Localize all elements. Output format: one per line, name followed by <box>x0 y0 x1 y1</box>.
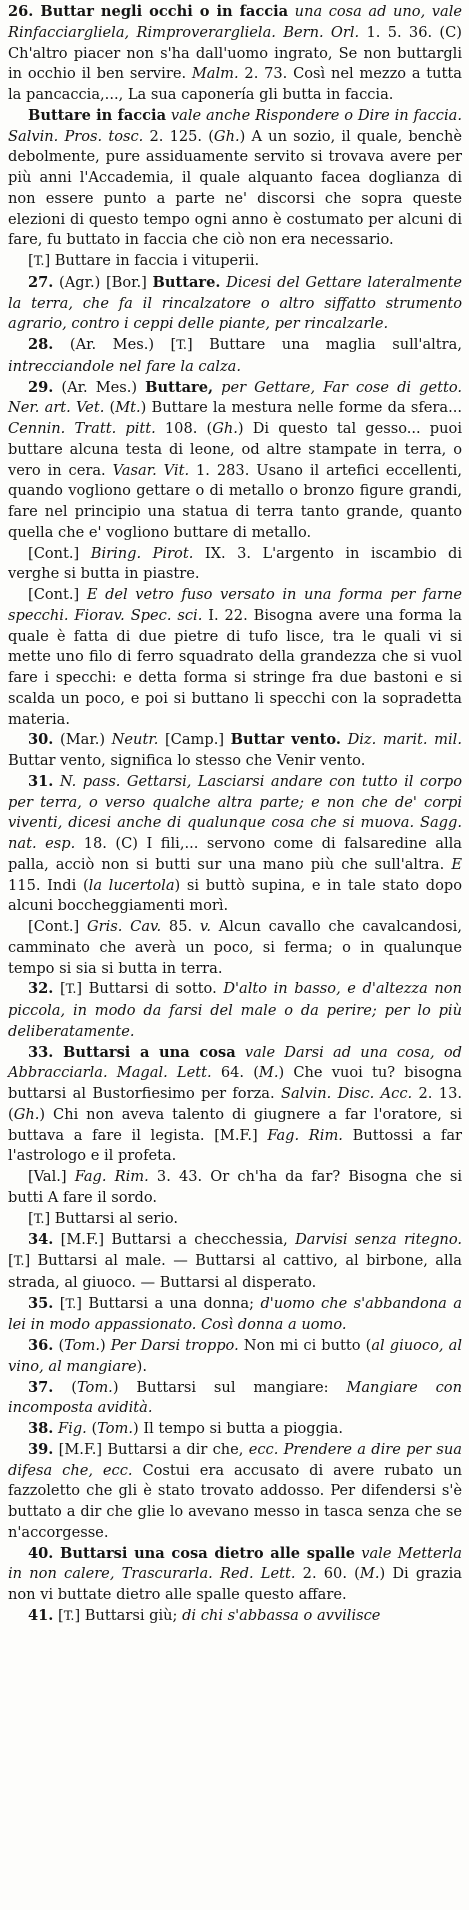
entry-text-segment: 34. <box>28 1231 54 1249</box>
entry-text-segment: ] Buttare una maglia sull'altra, <box>186 336 462 353</box>
entry-text-segment: Per Darsi troppo. <box>110 1337 239 1354</box>
entry-text-segment: [Cont.] <box>28 544 91 562</box>
entry-text-segment: 38. <box>28 1420 54 1437</box>
entry-text-segment: Buttar vento. <box>230 731 341 749</box>
entry-text-segment: al giuoco, al vino, al mangiare <box>8 1337 462 1375</box>
entry-text-segment: [M.F.] Buttarsi a checchessia, <box>53 1231 296 1249</box>
entry-text-segment: ) Che vuoi tu? bisogna buttarsi al Bustorfiesimo per forza. <box>8 1064 462 1102</box>
entry-text-segment: v. <box>199 918 212 935</box>
entry-text-segment: 2. 13. ( <box>8 1085 462 1123</box>
dictionary-entry <box>8 335 462 378</box>
entry-text-segment: Gh. <box>13 1105 40 1123</box>
entry-text-segment: 26. Buttar negli occhi o in faccia <box>8 3 289 20</box>
dictionary-entry <box>8 1167 462 1209</box>
entry-text-segment: Fag. Rim. <box>267 1126 343 1144</box>
entry-text-segment: 30. <box>28 731 54 749</box>
entry-text-segment: ( <box>53 1378 77 1396</box>
entry-text-segment: [M.F.] Buttarsi a dir che, <box>53 1440 249 1458</box>
entry-text-segment: intrecciandole nel fare la calza. <box>8 357 242 375</box>
entry-text-segment: IX. 3. L'argento in iscambio di verghe si butta in piastre. <box>8 544 463 583</box>
entry-text-segment: vale anche Rispondere o Dire in faccia. Salvin. Pros. tosc. <box>8 106 462 145</box>
entry-text-segment: Cennin. Tratt. pitt. <box>8 420 156 437</box>
entry-text-segment: T. <box>33 254 45 269</box>
entry-text-segment: Gh. <box>213 127 240 145</box>
entry-text-segment: (Ar. Mes.) [ <box>53 336 177 353</box>
dictionary-entry <box>8 730 462 772</box>
entry-text-segment: ) si buttò supina, e in tale stato dopo alcuni boccheggiamenti morì. <box>8 876 462 915</box>
entry-text-segment: [ <box>53 980 66 998</box>
entry-text-segment: 1. 283. Usano il artefici eccellenti, quando vogliono gettare o di metallo o bronzo figure grandi, fare nel principio una statua di terra tanto grande, quanto quella che e' vogliono buttare di metallo. <box>8 461 462 541</box>
entry-text-segment: 40. Buttarsi una cosa dietro alle spalle <box>28 1544 355 1562</box>
dictionary-entry <box>8 251 462 273</box>
entry-text-segment: T. <box>176 338 187 353</box>
entry-text-segment: Neutr. <box>111 731 159 749</box>
dictionary-entry <box>8 1378 462 1420</box>
entry-text-segment: Alcun cavallo che cavalcandosi, camminato che averà un poco, si ferma; o in qualunque tempo si sia si butta in terra. <box>8 918 462 977</box>
entry-text-segment: Tom. <box>97 1420 134 1437</box>
dictionary-entry <box>8 1606 462 1628</box>
entry-text-segment: ) Chi non aveva talento di giugnere a far l'oratore, si buttava a fare il legista. [M.F.] <box>8 1105 462 1144</box>
entry-text-segment: 2. 73. Così nel mezzo a tutta la pancaccia,..., La sua caponería gli butta in faccia. <box>8 65 462 103</box>
dictionary-entry <box>8 1440 462 1544</box>
entry-text-segment: Costui era accusato di avere rubato un fazzoletto che gli è stato trovato addosso. Per difendersi s'è buttato a dir che glie lo avevano messo in tasca senza che se n'accorgesse. <box>8 1461 462 1541</box>
entry-text-segment: ] Buttarsi giù; <box>74 1606 183 1624</box>
entry-text-segment: ( <box>86 1420 98 1437</box>
entry-text-segment: Dicesi del Gettare lateralmente la terra, che fa il rincalzatore o altro siffatto strumento agrario, contro i ceppi delle piante, per rincalzarle. <box>8 273 462 333</box>
entry-text-segment: D'alto in basso, e d'altezza non piccola, in modo da farsi del male o da perire; per lo più deliberatamente. <box>8 980 462 1040</box>
entry-text-segment: per Gettare, Far cose di getto. Ner. art. Vet. <box>8 378 462 417</box>
entry-text-segment: 2. 125. ( <box>143 127 214 145</box>
dictionary-entry <box>8 1209 462 1231</box>
entry-text-segment: [ <box>28 252 34 269</box>
entry-text-segment: Diz. marit. mil. <box>340 731 462 749</box>
entry-text-segment: Salvin. Disc. Acc. <box>280 1085 413 1102</box>
entry-text-segment: N. pass. Gettarsi, Lasciarsi andare con tutto il corpo per terra, o verso qualche altra parte; e non che de' corpi viventi, dicesi anche di qualunque cosa che si muova. Sagg. nat. esp. <box>8 772 462 852</box>
entry-text-segment: una cosa ad uno, vale Rinfacciargliela, Rimproverargliela. Bern. Orl. <box>8 3 463 41</box>
entry-text-segment: Mangiare con incomposta avidità. <box>8 1378 462 1417</box>
entry-text-segment: Buttare, <box>145 378 214 396</box>
entry-text-segment: ecc. Prendere a dire per sua difesa che, ecc. <box>8 1440 462 1479</box>
entry-text-segment: 31. <box>28 772 54 790</box>
entry-text-segment: 33. Buttarsi a una cosa <box>28 1043 236 1061</box>
entry-text-segment: T. <box>13 1254 25 1269</box>
entry-text-segment: 85. <box>161 918 200 935</box>
entry-text-segment: d'uomo che s'abbandona a lei in modo appassionato. Così donna a uomo. <box>8 1294 462 1334</box>
entry-text-segment: 41. <box>28 1606 54 1624</box>
dictionary-entry <box>8 273 462 335</box>
dictionary-entry <box>8 2 462 106</box>
entry-text-segment: Buttare in faccia <box>28 106 167 124</box>
dictionary-entry <box>8 1544 462 1606</box>
entry-text-segment: ) Il tempo si butta a pioggia. <box>133 1420 343 1437</box>
entry-text-segment: ( <box>53 1337 65 1354</box>
dictionary-entry <box>8 979 462 1042</box>
entry-text-segment: ] Buttarsi a una donna; <box>76 1294 261 1312</box>
entry-text-segment: Buttossi a far l'astrologo e il profeta. <box>8 1126 463 1165</box>
entry-text-segment: E del vetro fuso versato in una forma per farne specchi. Fiorav. Spec. sci. <box>8 586 462 624</box>
entry-text-segment: 1. 5. 36. (C) Ch'altro piacer non s'ha dall'uomo ingrato, Se non buttargli in occhio il ben servire. <box>8 23 462 83</box>
entry-text-segment: 28. <box>28 336 54 353</box>
entry-text-segment: [Cont.] <box>28 586 87 603</box>
dictionary-entry <box>8 1336 462 1378</box>
entry-text-segment: ] Buttare in faccia i vituperii. <box>44 252 260 269</box>
entry-text-segment: 115. Indi ( <box>8 876 89 894</box>
entry-text-segment: ) Buttarsi sul mangiare: <box>112 1378 347 1396</box>
entry-text-segment: ] Buttarsi al serio. <box>44 1209 179 1227</box>
entry-text-segment: [ <box>8 1252 14 1269</box>
entry-text-segment: Tom. <box>76 1378 113 1396</box>
entry-text-segment: 18. (C) I fili,... servono come di falsaredine alla palla, acciò non si butti sur una mano più che sull'altra. <box>8 835 462 873</box>
entry-text-segment: [ <box>53 1606 64 1624</box>
entry-text-segment: T. <box>33 1211 45 1227</box>
entry-text-segment: Tom. <box>64 1337 101 1354</box>
entry-text-segment: 3. 43. Or ch'ha da far? Bisogna che si butti A fare il sordo. <box>8 1168 463 1206</box>
entry-text-segment: [Camp.] <box>158 731 231 749</box>
entry-text-segment: ] Buttarsi di sotto. <box>76 980 224 998</box>
entry-text-segment: 27. <box>28 273 54 291</box>
entry-text-segment: ) Di grazia non vi buttate dietro alle spalle questo affare. <box>8 1565 462 1603</box>
entry-text-segment: di chi s'abbassa o avvilisce <box>182 1606 381 1624</box>
entry-text-segment: 32. <box>28 980 54 998</box>
entry-text-segment: 35. <box>28 1294 54 1312</box>
entry-text-segment: ] Buttarsi al male. — Buttarsi al cattivo, al birbone, alla strada, al giuoco. — Buttarsi al disperato. <box>8 1252 462 1291</box>
entry-text-segment: (Ar. Mes.) <box>53 378 146 396</box>
entry-text-segment: Malm. <box>191 65 239 83</box>
dictionary-entry <box>8 378 462 544</box>
entry-text-segment: 2. 60. ( <box>295 1565 360 1583</box>
dictionary-entry <box>8 1419 462 1440</box>
entry-text-segment: Fig. <box>53 1420 87 1437</box>
dictionary-entry <box>8 1043 462 1168</box>
entry-text-segment: Fag. Rim. <box>74 1168 149 1185</box>
entry-text-segment: ) A un sozio, il quale, benchè debolmente, pure assiduamente servito si trovava avere per più anni l'Accademia, il quale alquanto facea doglianza di non essere punto a parte ne' discorsi che sopra queste elezioni di questo tempo ogni anno è costumato per alcuni di fare, fu buttato in faccia che ciò non era necessario. <box>8 127 462 249</box>
entry-text-segment: vale Metterla in non calere, Trascurarla. Red. Lett. <box>8 1544 462 1583</box>
entry-text-segment: Buttar vento, significa lo stesso che Venir vento. <box>8 752 366 769</box>
entry-text-segment: T. <box>65 1296 77 1312</box>
entry-text-segment: ). <box>136 1357 147 1375</box>
entry-text-segment: I. 22. Bisogna avere una forma la quale è fatta di due pietre di tufo lisce, tra le quali vi si mette uno filo di ferro squadrato della grandezza che si vuol fare i specchi: e detta forma si stringe fra due bastoni e si scalda un poco, e poi si buttano li specchi con la sopradetta materia. <box>8 606 462 728</box>
dictionary-entry <box>8 585 462 730</box>
entry-text-segment: ) Di questo tal gesso... puoi buttare alcuna testa di leone, od altre stampate in terra, o vero in cera. <box>8 420 462 479</box>
dictionary-entry <box>8 772 462 917</box>
dictionary-entry <box>8 917 462 979</box>
entry-text-segment: Vasar. Vit. <box>112 461 190 479</box>
entry-text-segment: E <box>451 855 462 873</box>
entry-text-segment: ) <box>100 1337 111 1354</box>
dictionary-entry <box>8 1294 462 1337</box>
dictionary-entry <box>8 1230 462 1293</box>
entry-text-segment: [Cont.] <box>28 918 87 935</box>
entry-text-segment: vale Darsi ad una cosa, od Abbracciarla. Magal. Lett. <box>8 1043 462 1082</box>
entry-text-segment: [ <box>28 1209 34 1227</box>
entry-text-segment: Gris. Cav. <box>86 918 162 935</box>
dictionary-entry <box>8 544 462 586</box>
entry-text-segment: Non mi ci butto ( <box>238 1337 372 1354</box>
entry-text-segment: (Mar.) <box>53 731 112 749</box>
entry-text-segment: ) Buttare la mestura nelle forme da sfera... <box>140 399 462 417</box>
entry-text-segment: M. <box>258 1064 279 1082</box>
entry-text-segment: T. <box>63 1608 75 1624</box>
entry-text-segment: 39. <box>28 1440 54 1458</box>
entry-text-segment: (Agr.) [Bor.] <box>53 273 153 291</box>
entry-text-segment: 29. <box>28 378 54 396</box>
entry-text-segment: ( <box>104 399 116 417</box>
entry-text-segment: Gh. <box>212 420 238 437</box>
dictionary-entry <box>8 106 462 251</box>
entry-text-segment: 108. ( <box>155 420 213 437</box>
entry-text-segment: 37. <box>28 1378 54 1396</box>
entry-text-segment: Biring. Pirot. <box>90 544 194 562</box>
entry-text-segment: la lucertola <box>88 876 175 894</box>
entry-text-segment: Mt. <box>115 399 141 417</box>
entry-text-segment: 64. ( <box>211 1064 259 1082</box>
entry-text-segment: T. <box>65 982 77 998</box>
entry-text-segment: M. <box>359 1565 380 1583</box>
entry-text-segment: [ <box>53 1294 66 1312</box>
entry-text-segment: 36. <box>28 1337 54 1354</box>
entry-text-segment: Buttare. <box>152 273 221 291</box>
entry-text-segment: [Val.] <box>28 1168 75 1185</box>
entry-text-segment: Darvisi senza ritegno. <box>295 1231 462 1249</box>
